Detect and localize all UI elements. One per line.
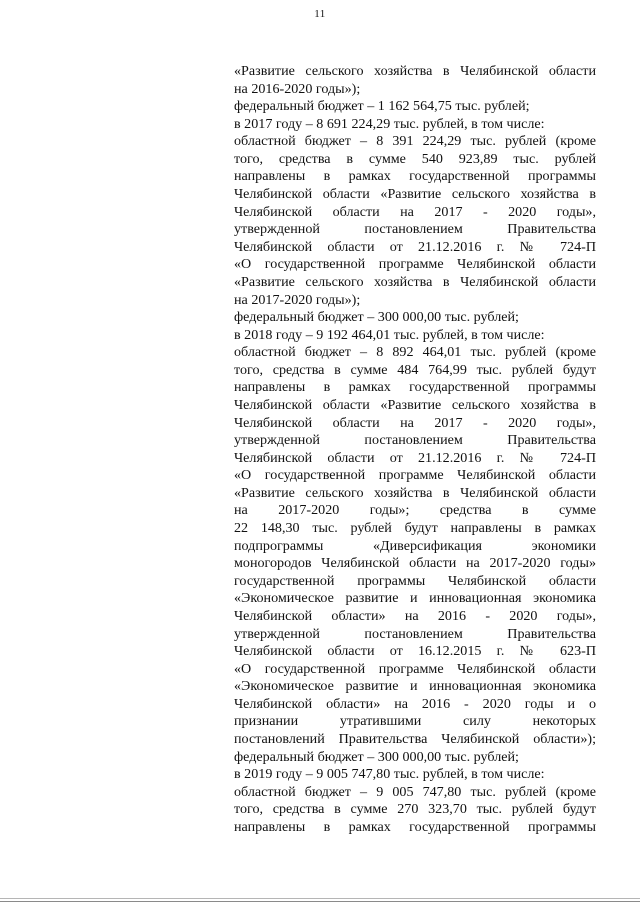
scan-edge-line bbox=[0, 898, 640, 899]
text-line: государственной программы Челябинской области bbox=[234, 572, 596, 589]
text-line: утвержденной постановлением Правительства bbox=[234, 221, 596, 238]
page-number: 11 bbox=[314, 8, 326, 20]
text-line: Челябинской области «Развитие сельского хозяйства в bbox=[234, 396, 596, 413]
text-line: Челябинской области от 21.12.2016 г. № 724-П bbox=[234, 238, 596, 255]
text-line: Челябинской области» на 2016 - 2020 годы», bbox=[234, 607, 596, 624]
scan-edge-line bbox=[0, 901, 640, 902]
text-line: в 2019 году – 9 005 747,80 тыс. рублей, в том числе: bbox=[234, 766, 545, 783]
text-line: подпрограммы «Диверсификация экономики bbox=[234, 537, 596, 554]
text-line: федеральный бюджет – 300 000,00 тыс. рублей; bbox=[234, 309, 519, 326]
text-line: федеральный бюджет – 300 000,00 тыс. рублей; bbox=[234, 748, 519, 765]
text-line: «Развитие сельского хозяйства в Челябинской области bbox=[234, 484, 596, 501]
text-line: «Развитие сельского хозяйства в Челябинской области bbox=[234, 273, 596, 290]
text-line: в 2017 году – 8 691 224,29 тыс. рублей, в том числе: bbox=[234, 115, 545, 132]
text-line: направлены в рамках государственной программы bbox=[234, 818, 596, 835]
text-line: моногородов Челябинской области на 2017-2020 годы» bbox=[234, 555, 596, 572]
text-line: Челябинской области на 2017 - 2020 годы», bbox=[234, 203, 596, 220]
text-line: направлены в рамках государственной программы bbox=[234, 168, 596, 185]
text-line: «О государственной программе Челябинской области bbox=[234, 467, 596, 484]
text-line: Челябинской области» на 2016 - 2020 годы и о bbox=[234, 695, 596, 712]
text-line: того, средства в сумме 540 923,89 тыс. рублей bbox=[234, 150, 596, 167]
text-line: постановлений Правительства Челябинской области»); bbox=[234, 730, 596, 747]
text-line: того, средства в сумме 484 764,99 тыс. рублей будут bbox=[234, 361, 596, 378]
text-line: Челябинской области на 2017 - 2020 годы», bbox=[234, 414, 596, 431]
text-line: «О государственной программе Челябинской области bbox=[234, 256, 596, 273]
text-line: утвержденной постановлением Правительства bbox=[234, 625, 596, 642]
text-line: Челябинской области от 16.12.2015 г. № 623-П bbox=[234, 643, 596, 660]
text-line: областной бюджет – 8 892 464,01 тыс. рублей (кроме bbox=[234, 344, 596, 361]
text-line: 22 148,30 тыс. рублей будут направлены в рамках bbox=[234, 520, 596, 537]
document-body bbox=[234, 63, 596, 836]
text-line: утвержденной постановлением Правительства bbox=[234, 432, 596, 449]
text-line: федеральный бюджет – 1 162 564,75 тыс. рублей; bbox=[234, 98, 530, 115]
text-line: в 2018 году – 9 192 464,01 тыс. рублей, в том числе: bbox=[234, 326, 545, 343]
text-line: «О государственной программе Челябинской области bbox=[234, 660, 596, 677]
text-line: областной бюджет – 8 391 224,29 тыс. рублей (кроме bbox=[234, 133, 596, 150]
text-line: направлены в рамках государственной программы bbox=[234, 379, 596, 396]
text-line: на 2017-2020 годы»); bbox=[234, 291, 361, 308]
text-line: на 2016-2020 годы»); bbox=[234, 80, 361, 97]
text-line: «Развитие сельского хозяйства в Челябинской области bbox=[234, 63, 596, 79]
text-line: областной бюджет – 9 005 747,80 тыс. рублей (кроме bbox=[234, 783, 596, 800]
text-line: на 2017-2020 годы»; средства в сумме bbox=[234, 502, 596, 519]
text-line: Челябинской области от 21.12.2016 г. № 724-П bbox=[234, 449, 596, 466]
text-line: того, средства в сумме 270 323,70 тыс. рублей будут bbox=[234, 801, 596, 818]
text-line: «Экономическое развитие и инновационная экономика bbox=[234, 590, 596, 607]
text-line: Челябинской области «Развитие сельского хозяйства в bbox=[234, 186, 596, 203]
text-line: признании утратившими силу некоторых bbox=[234, 713, 596, 730]
text-line: «Экономическое развитие и инновационная экономика bbox=[234, 678, 596, 695]
